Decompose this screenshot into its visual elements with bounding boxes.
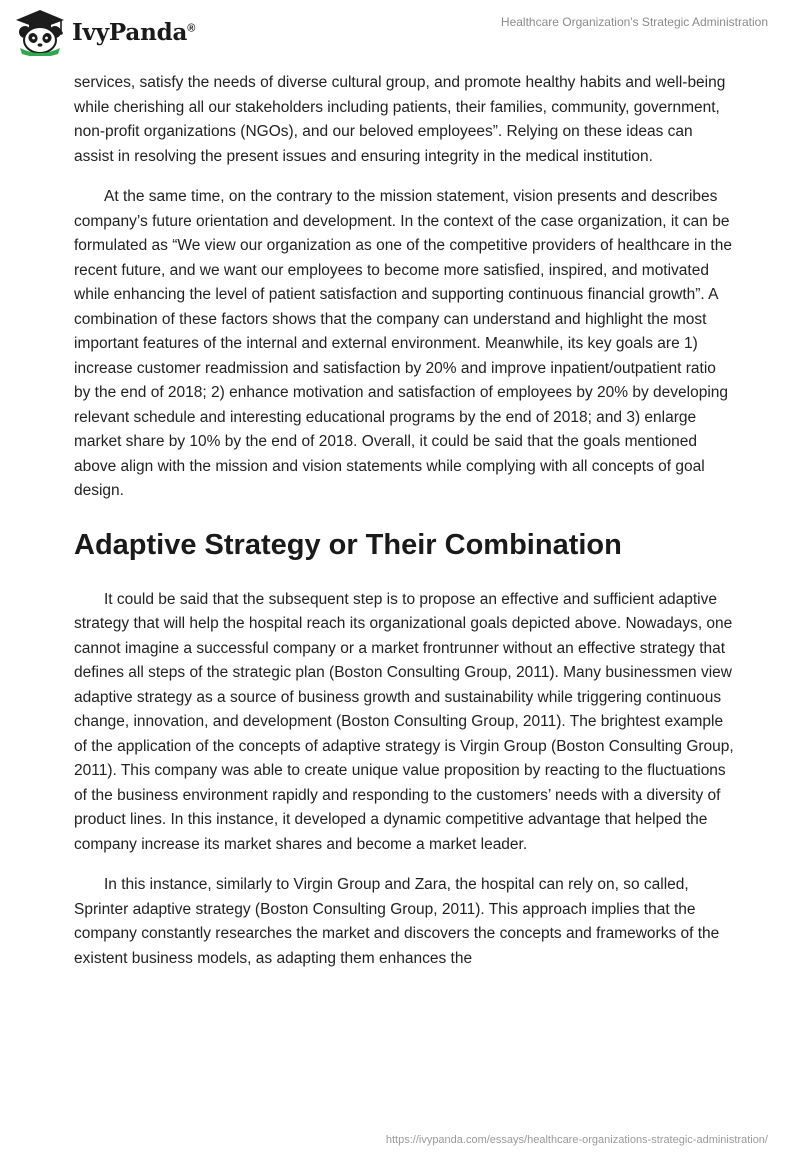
essay-body xyxy=(74,71,734,971)
paragraph-mission-continuation: services, satisfy the needs of diverse cultural group, and promote healthy habits and well-being while cherishing all our stakeholders including patients, their families, community, government, non-profit organizations (NGOs), and our beloved employees”. Relying on these ideas can assist in resolving the present issues and ensuring integrity in the medical institution. xyxy=(74,74,726,165)
section-heading: Adaptive Strategy or Their Combination xyxy=(74,528,622,561)
document-title: Healthcare Organization's Strategic Administration xyxy=(500,15,768,29)
page-header xyxy=(0,0,800,66)
ivypanda-logo[interactable] xyxy=(14,8,195,56)
panda-graduate-icon xyxy=(14,8,66,56)
registered-mark: ® xyxy=(187,21,196,34)
paragraph-adaptive-strategy: It could be said that the subsequent step is to propose an effective and sufficient adaptive strategy that will help the hospital reach its organizational goals depicted above. Nowadays, one cannot imagine a successful company or a market frontrunner without an effective strategy that defines all steps of the strategic plan (Boston Consulting Group, 2011). Many businessmen view adaptive strategy as a source of business growth and sustainability while triggering continuous change, innovation, and development (Boston Consulting Group, 2011). The brightest example of the application of the concepts of adaptive strategy is Virgin Group (Boston Consulting Group, 2011). This company was able to create unique value proposition by reacting to the fluctuations of the business environment rapidly and responding to the customers’ needs with a diversity of product lines. In this instance, it developed a dynamic competitive advantage that helped the company increase its market shares and become a market leader. xyxy=(74,590,734,853)
source-url[interactable]: https://ivypanda.com/essays/healthcare-organizations-strategic-administration/ xyxy=(385,1134,768,1146)
paragraph-sprinter-strategy: In this instance, similarly to Virgin Group and Zara, the hospital can rely on, so called, Sprinter adaptive strategy (Boston Consulting Group, 2011). This approach implies that the company constantly researches the market and discovers the concepts and frameworks of the existent business models, as adapting them enhances the xyxy=(74,876,720,967)
logo-text: IvyPanda® xyxy=(72,18,196,46)
paragraph-vision-goals: At the same time, on the contrary to the mission statement, vision presents and describes company’s future orientation and development. In the context of the case organization, it can be formulated as “We view our organization as one of the competitive providers of healthcare in the recent future, and we want our employees to become more satisfied, inspired, and motivated while enhancing the level of patient satisfaction and supporting continuous financial growth”. A combination of these factors shows that the company can understand and highlight the most important features of the internal and external environment. Meanwhile, its key goals are 1) increase customer readmission and satisfaction by 20% and improve inpatient/outpatient ratio by the end of 2018; 2) enhance motivation and satisfaction of employees by 20% by developing relevant schedule and interesting educational programs by the end of 2018; and 3) enlarge market share by 10% by the end of 2018. Overall, it could be said that the goals mentioned above align with the mission and vision statements while complying with all concepts of goal design. xyxy=(74,188,732,499)
